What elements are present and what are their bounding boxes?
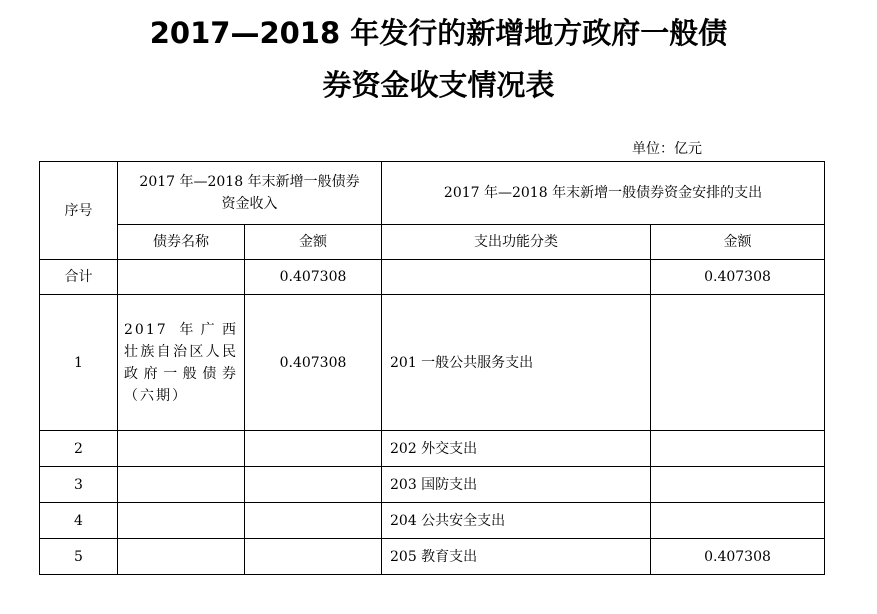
row-seq: 3 [40, 467, 118, 503]
header-amount-expense: 金额 [651, 225, 825, 260]
header-amount: 金额 [245, 225, 382, 260]
row-seq: 5 [40, 539, 118, 575]
row-bond-name [118, 503, 245, 539]
row-bond-name [118, 467, 245, 503]
row-seq: 4 [40, 503, 118, 539]
table-row [40, 295, 825, 431]
row-function-class: 205 教育支出 [382, 539, 651, 575]
row-bond-name [118, 295, 245, 431]
row-expense-amount [651, 431, 825, 467]
row-expense-amount [651, 295, 825, 431]
header-row-2 [40, 225, 825, 260]
row-expense-amount: 0.407308 [651, 539, 825, 575]
total-function-class [382, 260, 651, 295]
header-bond-name: 债券名称 [118, 225, 245, 260]
total-expense-amount: 0.407308 [651, 260, 825, 295]
row-bond-name [118, 431, 245, 467]
total-row [40, 260, 825, 295]
header-function-class: 支出功能分类 [382, 225, 651, 260]
row-bond-name [118, 539, 245, 575]
total-income-amount: 0.407308 [245, 260, 382, 295]
table-row [40, 539, 825, 575]
table-row [40, 503, 825, 539]
total-bond-name [118, 260, 245, 295]
header-seq: 序号 [40, 162, 118, 260]
page-title-line-2: 券资金收支情况表 [322, 68, 555, 102]
row-income-amount: 0.407308 [245, 295, 382, 431]
row-income-amount [245, 431, 382, 467]
row-expense-amount [651, 503, 825, 539]
table-row [40, 467, 825, 503]
row-function-class: 202 外交支出 [382, 431, 651, 467]
row-expense-amount [651, 467, 825, 503]
row-function-class: 204 公共安全支出 [382, 503, 651, 539]
row-income-amount [245, 539, 382, 575]
row-income-amount [245, 467, 382, 503]
header-row-1 [40, 162, 825, 225]
row-seq: 1 [40, 295, 118, 431]
row-income-amount [245, 503, 382, 539]
row-function-class: 201 一般公共服务支出 [382, 295, 651, 431]
bond-funds-table [39, 161, 825, 575]
header-expense-group: 2017 年—2018 年末新增一般债券资金安排的支出 [382, 162, 825, 225]
total-label: 合计 [40, 260, 118, 295]
unit-label: 单位：亿元 [632, 141, 702, 157]
row-seq: 2 [40, 431, 118, 467]
table-row [40, 431, 825, 467]
page-title-line-1: 2017—2018 年发行的新增地方政府一般债 [149, 16, 728, 50]
header-income-group [118, 162, 382, 225]
header-income-group-text: 2017 年—2018 年末新增一般债券资金收入 [139, 174, 360, 212]
row-bond-name-text: 2017 年广西壮族自治区人民政府一般债券（六期） [124, 321, 238, 404]
row-function-class: 203 国防支出 [382, 467, 651, 503]
